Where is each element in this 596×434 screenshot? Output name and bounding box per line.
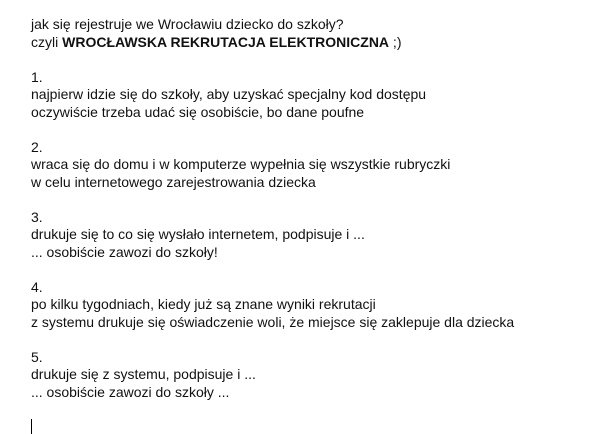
step-number: 1. xyxy=(31,68,43,85)
step-number: 2. xyxy=(31,138,43,155)
document-text[interactable] xyxy=(31,16,591,401)
intro-bold-title: WROCŁAWSKA REKRUTACJA ELEKTRONICZNA xyxy=(62,33,390,50)
blank-line xyxy=(31,121,591,139)
text-cursor xyxy=(31,419,32,434)
step-text: oczywiście trzeba udać się osobiście, bo dane poufne xyxy=(31,103,365,120)
step-text: wraca się do domu i w komputerze wypełnia się wszystkie rubryczki xyxy=(31,156,451,172)
step-number: 3. xyxy=(31,208,43,225)
step-text: ... osobiście zawozi do szkoły! xyxy=(31,243,218,260)
step-text: najpierw idzie się do szkoły, aby uzyskać specjalny kod dostępu xyxy=(31,86,427,102)
step-text: w celu internetowego zarejestrowania dziecka xyxy=(31,173,316,190)
blank-line xyxy=(31,261,591,279)
intro-suffix: ;) xyxy=(389,33,402,50)
step-text: po kilku tygodniach, kiedy już są znane wyniki rekrutacji xyxy=(31,296,376,312)
step-number: 5. xyxy=(31,348,43,365)
intro-prefix: czyli xyxy=(31,33,63,50)
intro-subtitle xyxy=(31,34,591,52)
blank-line xyxy=(31,51,591,69)
blank-line xyxy=(31,191,591,209)
step-text: z systemu drukuje się oświadczenie woli, że miejsce się zaklepuje dla dziecka xyxy=(31,313,515,330)
step-text: drukuje się to co się wysłało internetem, podpisuje i ... xyxy=(31,226,365,242)
step-number: 4. xyxy=(31,278,43,295)
step-text: ... osobiście zawozi do szkoły ... xyxy=(31,383,230,400)
step-text: drukuje się z systemu, podpisuje i ... xyxy=(31,366,256,382)
blank-line xyxy=(31,331,591,349)
intro-question: jak się rejestruje we Wrocławiu dziecko do szkoły? xyxy=(31,16,344,32)
